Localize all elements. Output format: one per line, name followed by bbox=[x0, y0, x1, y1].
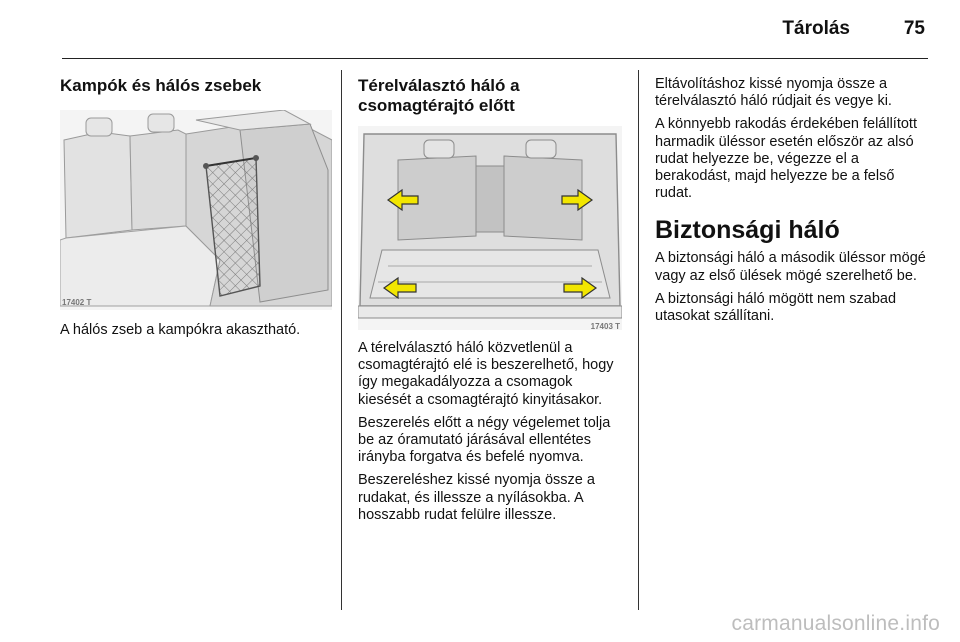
column-middle bbox=[358, 76, 628, 530]
heading-line-1: Térelválasztó háló a bbox=[358, 76, 520, 95]
section-heading-hooks-nets: Kampók és hálós zsebek bbox=[60, 76, 262, 95]
paragraph-removal: Eltávolításhoz kissé nyomja össze a térelválasztó háló rúdjait és vegye ki. bbox=[655, 76, 892, 110]
figure-partition-net bbox=[358, 126, 622, 330]
column-right bbox=[655, 76, 935, 331]
figure-code-17402: 17402 T bbox=[62, 298, 92, 307]
section-heading-safety-net: Biztonsági háló bbox=[655, 216, 840, 245]
paragraph-net-pocket: A hálós zseb a kampókra akasztható. bbox=[60, 322, 301, 338]
page-header-title: Tárolás bbox=[782, 18, 850, 39]
figure-code-17403: 17403 T bbox=[590, 322, 620, 331]
header-rule bbox=[62, 58, 928, 59]
watermark: carmanualsonline.info bbox=[731, 612, 940, 635]
paragraph-safety-net-warning: A biztonsági háló mögött nem szabad utasokat szállítani. bbox=[655, 290, 897, 325]
paragraph-partition-install: Beszereléshez kissé nyomja össze a rudakat, és illessze a nyílásokba. A hosszabb rudat felülre illessze. bbox=[358, 472, 595, 523]
page-number: 75 bbox=[903, 18, 925, 39]
paragraph-loading: A könnyebb rakodás érdekében felállított harmadik üléssor esetén először az alsó rudat helyezze be, végezze el a berakodást, majd helyezze be a felső rudat. bbox=[655, 116, 917, 202]
paragraph-safety-net-mount: A biztonsági háló a második üléssor mögé vagy az első ülések mögé szerelhető be. bbox=[655, 250, 926, 284]
cargo-net-illustration bbox=[60, 110, 332, 310]
partition-net-illustration bbox=[358, 126, 622, 330]
heading-line-2: csomagtérajtó előtt bbox=[358, 96, 515, 115]
column-left bbox=[60, 76, 332, 345]
paragraph-partition-intro: A térelválasztó háló közvetlenül a csomagtérajtó elé is beszerelhető, hogy így megakadályozza a csomagok kiesését a csomagtérajtó kinyitásakor. bbox=[358, 340, 614, 408]
column-divider-right bbox=[638, 70, 639, 610]
figure-cargo-net-pocket bbox=[60, 110, 332, 310]
paragraph-partition-endpieces: Beszerelés előtt a négy végelemet tolja be az óramutató járásával ellentétes irányba forgatva és befelé nyomva. bbox=[358, 414, 611, 466]
column-divider-left bbox=[341, 70, 342, 610]
section-heading-partition-net bbox=[358, 76, 628, 116]
